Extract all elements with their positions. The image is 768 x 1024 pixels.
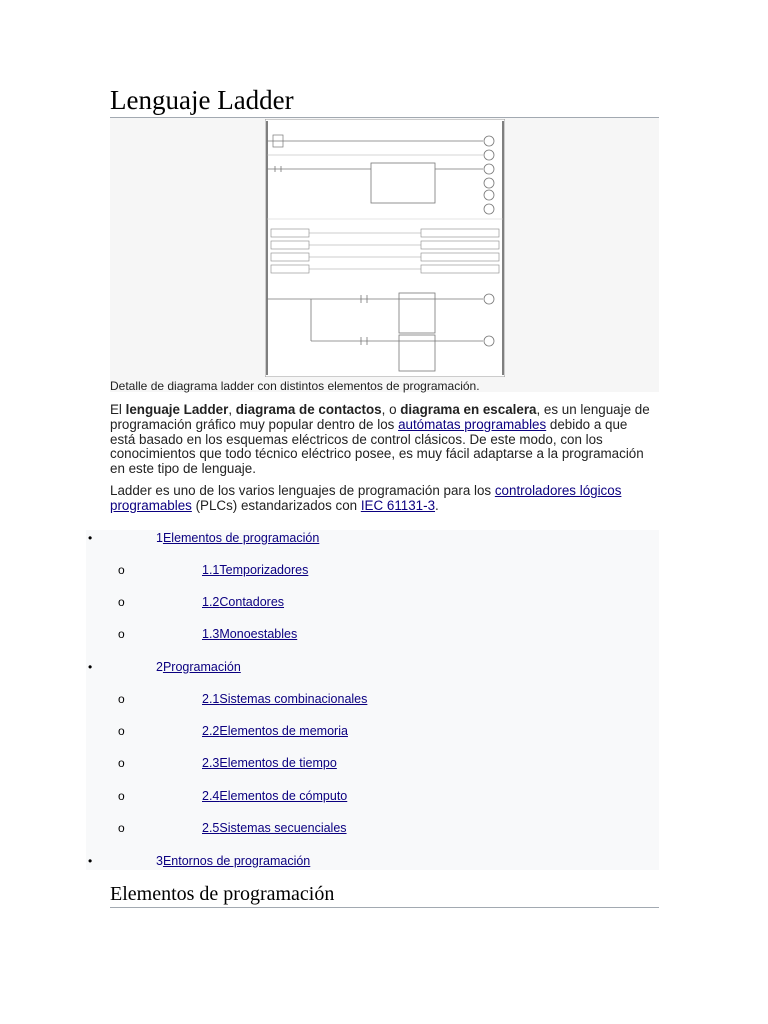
bullet-icon: o <box>118 789 125 803</box>
ladder-diagram-image[interactable] <box>265 119 505 377</box>
intro-paragraph-1 <box>110 403 650 477</box>
toc-link-elementos[interactable] <box>156 531 319 545</box>
table-of-contents <box>86 530 659 870</box>
figure-caption: Detalle de diagrama ladder con distintos elementos de programación. <box>110 379 480 393</box>
text: . <box>435 497 439 513</box>
text: , es un lenguaje de programación gráfico muy popular dentro de los <box>110 402 650 432</box>
section-heading: Elementos de programación <box>110 882 659 908</box>
toc-label: Elementos de memoria <box>219 724 348 738</box>
term-lenguaje-ladder: lenguaje Ladder <box>125 402 229 417</box>
toc-link-sistemas-combinacionales[interactable] <box>202 692 367 706</box>
bullet-icon: o <box>118 821 125 835</box>
bullet-icon: • <box>88 854 93 868</box>
intro-paragraph-2 <box>110 484 650 514</box>
text: (PLCs) estandarizados con <box>191 497 361 513</box>
toc-number: 1.2 <box>202 595 220 609</box>
toc-link-programacion[interactable] <box>156 660 241 674</box>
toc-label: Monoestables <box>219 627 298 641</box>
bullet-icon: • <box>88 531 93 545</box>
toc-label: Temporizadores <box>219 563 309 577</box>
toc-label: Sistemas combinacionales <box>219 692 368 706</box>
term-diagrama-escalera: diagrama en escalera <box>400 402 537 417</box>
toc-number: 2.5 <box>202 821 220 835</box>
toc-item-1-3 <box>86 627 659 647</box>
toc-number: 1.3 <box>202 627 220 641</box>
toc-link-sistemas-secuenciales[interactable] <box>202 821 347 835</box>
toc-item-2-1 <box>86 692 659 712</box>
link-iec-61131-3[interactable]: IEC 61131-3 <box>360 497 436 513</box>
toc-label: Sistemas secuenciales <box>219 821 347 835</box>
toc-item-1 <box>86 530 659 550</box>
toc-label: Elementos de tiempo <box>219 756 337 770</box>
toc-number: 2.1 <box>202 692 220 706</box>
term-diagrama-contactos: diagrama de contactos <box>235 402 382 417</box>
bullet-icon: o <box>118 595 125 609</box>
toc-link-contadores[interactable] <box>202 595 284 609</box>
bullet-icon: o <box>118 692 125 706</box>
bullet-icon: • <box>88 660 93 674</box>
bullet-icon: o <box>118 627 125 641</box>
toc-link-elementos-tiempo[interactable] <box>202 756 337 770</box>
toc-item-2 <box>86 659 659 679</box>
link-controladores-logicos[interactable]: controladores lógicos programables <box>110 483 622 513</box>
toc-label: Contadores <box>219 595 285 609</box>
bullet-icon: o <box>118 756 125 770</box>
toc-link-temporizadores[interactable] <box>202 563 308 577</box>
toc-item-1-2 <box>86 595 659 615</box>
bullet-icon: o <box>118 724 125 738</box>
toc-item-2-2 <box>86 724 659 744</box>
toc-item-2-5 <box>86 821 659 841</box>
toc-number: 2.4 <box>202 789 220 803</box>
toc-item-3 <box>86 853 659 873</box>
toc-link-monoestables[interactable] <box>202 627 297 641</box>
toc-label: Elementos de programación <box>162 531 320 545</box>
toc-number: 1 <box>156 531 163 545</box>
toc-link-elementos-memoria[interactable] <box>202 724 348 738</box>
toc-label: Programación <box>162 660 241 674</box>
toc-number: 2.3 <box>202 756 220 770</box>
text: debido a que está basado en los esquemas eléctricos de control clásicos. De este modo, con los conocimientos que todo técnico eléctrico posee, es muy fácil adaptarse a la programación en este tipo de lenguaje. <box>110 416 644 477</box>
toc-number: 3 <box>156 854 163 868</box>
toc-label: Elementos de cómputo <box>219 789 348 803</box>
text: Ladder es uno de los varios lenguajes de programación para los <box>110 483 495 498</box>
text: , o <box>381 402 401 417</box>
toc-number: 1.1 <box>202 563 220 577</box>
toc-item-2-3 <box>86 756 659 776</box>
bullet-icon: o <box>118 563 125 577</box>
page-title: Lenguaje Ladder <box>110 84 659 118</box>
link-automatas-programables[interactable]: autómatas programables <box>398 416 547 432</box>
toc-link-elementos-computo[interactable] <box>202 789 347 803</box>
text: El <box>110 402 126 417</box>
ladder-diagram-figure <box>110 118 659 392</box>
toc-number: 2 <box>156 660 163 674</box>
toc-item-1-1 <box>86 563 659 583</box>
toc-link-entornos[interactable] <box>156 854 310 868</box>
toc-number: 2.2 <box>202 724 220 738</box>
toc-item-2-4 <box>86 789 659 809</box>
text: , <box>228 402 236 417</box>
toc-label: Entornos de programación <box>162 854 311 868</box>
